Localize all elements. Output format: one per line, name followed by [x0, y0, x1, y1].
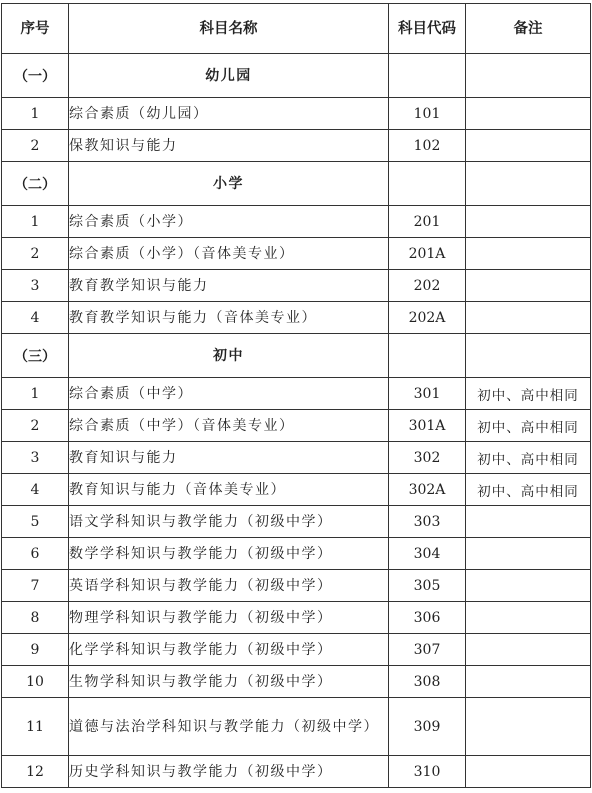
row-number: 8 [2, 602, 69, 634]
subject-name: 教育教学知识与能力（音体美专业） [69, 302, 389, 334]
table-row [2, 378, 591, 410]
table-row [2, 206, 591, 238]
subject-name: 语文学科知识与教学能力（初级中学） [69, 506, 389, 538]
subject-remark: 初中、高中相同 [466, 378, 591, 410]
subject-code: 306 [389, 602, 466, 634]
subject-name: 综合素质（小学）（音体美专业） [69, 238, 389, 270]
table-row [2, 410, 591, 442]
subject-name: 保教知识与能力 [69, 130, 389, 162]
subject-remark [466, 130, 591, 162]
subject-name: 综合素质（小学） [69, 206, 389, 238]
section-row [2, 334, 591, 378]
subject-remark [466, 538, 591, 570]
table-row [2, 602, 591, 634]
subject-remark [466, 666, 591, 698]
table-row [2, 570, 591, 602]
table-row [2, 302, 591, 334]
subject-code: 308 [389, 666, 466, 698]
row-number: 12 [2, 756, 69, 788]
row-number: 2 [2, 410, 69, 442]
table-row [2, 130, 591, 162]
subject-name: 综合素质（中学）（音体美专业） [69, 410, 389, 442]
table-row [2, 666, 591, 698]
section-remark-cell [466, 162, 591, 206]
section-code-cell [389, 54, 466, 98]
row-number: 1 [2, 206, 69, 238]
section-title: 幼儿园 [69, 54, 389, 98]
subject-code: 301 [389, 378, 466, 410]
table-row [2, 506, 591, 538]
subject-code: 304 [389, 538, 466, 570]
subject-name: 化学学科知识与教学能力（初级中学） [69, 634, 389, 666]
section-title: 初中 [69, 334, 389, 378]
table-row [2, 474, 591, 506]
section-code-cell [389, 334, 466, 378]
row-number: 1 [2, 378, 69, 410]
subject-code: 302A [389, 474, 466, 506]
subject-remark [466, 570, 591, 602]
table-row [2, 98, 591, 130]
subject-code: 102 [389, 130, 466, 162]
subject-remark [466, 302, 591, 334]
section-row [2, 162, 591, 206]
table-row [2, 756, 591, 788]
subject-name: 道德与法治学科知识与教学能力（初级中学） [69, 698, 389, 756]
subject-name: 综合素质（中学） [69, 378, 389, 410]
subject-name: 综合素质（幼儿园） [69, 98, 389, 130]
table-row [2, 634, 591, 666]
section-row [2, 54, 591, 98]
subject-name: 教育教学知识与能力 [69, 270, 389, 302]
subject-code: 101 [389, 98, 466, 130]
subject-code: 303 [389, 506, 466, 538]
subject-name: 数学学科知识与教学能力（初级中学） [69, 538, 389, 570]
subject-name: 教育知识与能力（音体美专业） [69, 474, 389, 506]
section-title: 小学 [69, 162, 389, 206]
subject-remark [466, 506, 591, 538]
header-row [2, 4, 591, 54]
section-code-cell [389, 162, 466, 206]
subject-code: 201A [389, 238, 466, 270]
section-number: （二） [2, 162, 69, 206]
row-number: 4 [2, 302, 69, 334]
subject-code: 201 [389, 206, 466, 238]
subject-remark [466, 238, 591, 270]
subject-name: 英语学科知识与教学能力（初级中学） [69, 570, 389, 602]
row-number: 5 [2, 506, 69, 538]
subject-remark [466, 756, 591, 788]
subject-code: 305 [389, 570, 466, 602]
row-number: 2 [2, 238, 69, 270]
section-remark-cell [466, 54, 591, 98]
subject-remark [466, 602, 591, 634]
table-row [2, 538, 591, 570]
subject-remark: 初中、高中相同 [466, 474, 591, 506]
subject-name: 生物学科知识与教学能力（初级中学） [69, 666, 389, 698]
subject-remark [466, 634, 591, 666]
row-number: 9 [2, 634, 69, 666]
table-row [2, 270, 591, 302]
subject-code-table [1, 3, 591, 788]
subject-code: 307 [389, 634, 466, 666]
row-number: 3 [2, 442, 69, 474]
subject-name: 历史学科知识与教学能力（初级中学） [69, 756, 389, 788]
subject-remark [466, 270, 591, 302]
subject-remark [466, 698, 591, 756]
subject-name: 教育知识与能力 [69, 442, 389, 474]
section-number: （一） [2, 54, 69, 98]
table-row [2, 442, 591, 474]
subject-code: 301A [389, 410, 466, 442]
row-number: 6 [2, 538, 69, 570]
row-number: 4 [2, 474, 69, 506]
subject-code: 310 [389, 756, 466, 788]
table-row [2, 698, 591, 756]
subject-remark [466, 98, 591, 130]
row-number: 1 [2, 98, 69, 130]
subject-remark [466, 206, 591, 238]
subject-code: 202 [389, 270, 466, 302]
subject-code: 202A [389, 302, 466, 334]
header-name: 科目名称 [69, 4, 389, 54]
subject-name: 物理学科知识与教学能力（初级中学） [69, 602, 389, 634]
row-number: 7 [2, 570, 69, 602]
header-code: 科目代码 [389, 4, 466, 54]
section-number: （三） [2, 334, 69, 378]
subject-code: 302 [389, 442, 466, 474]
subject-code: 309 [389, 698, 466, 756]
row-number: 2 [2, 130, 69, 162]
header-remark: 备注 [466, 4, 591, 54]
table-row [2, 238, 591, 270]
subject-remark: 初中、高中相同 [466, 442, 591, 474]
subject-remark: 初中、高中相同 [466, 410, 591, 442]
row-number: 3 [2, 270, 69, 302]
header-no: 序号 [2, 4, 69, 54]
row-number: 10 [2, 666, 69, 698]
row-number: 11 [2, 698, 69, 756]
section-remark-cell [466, 334, 591, 378]
